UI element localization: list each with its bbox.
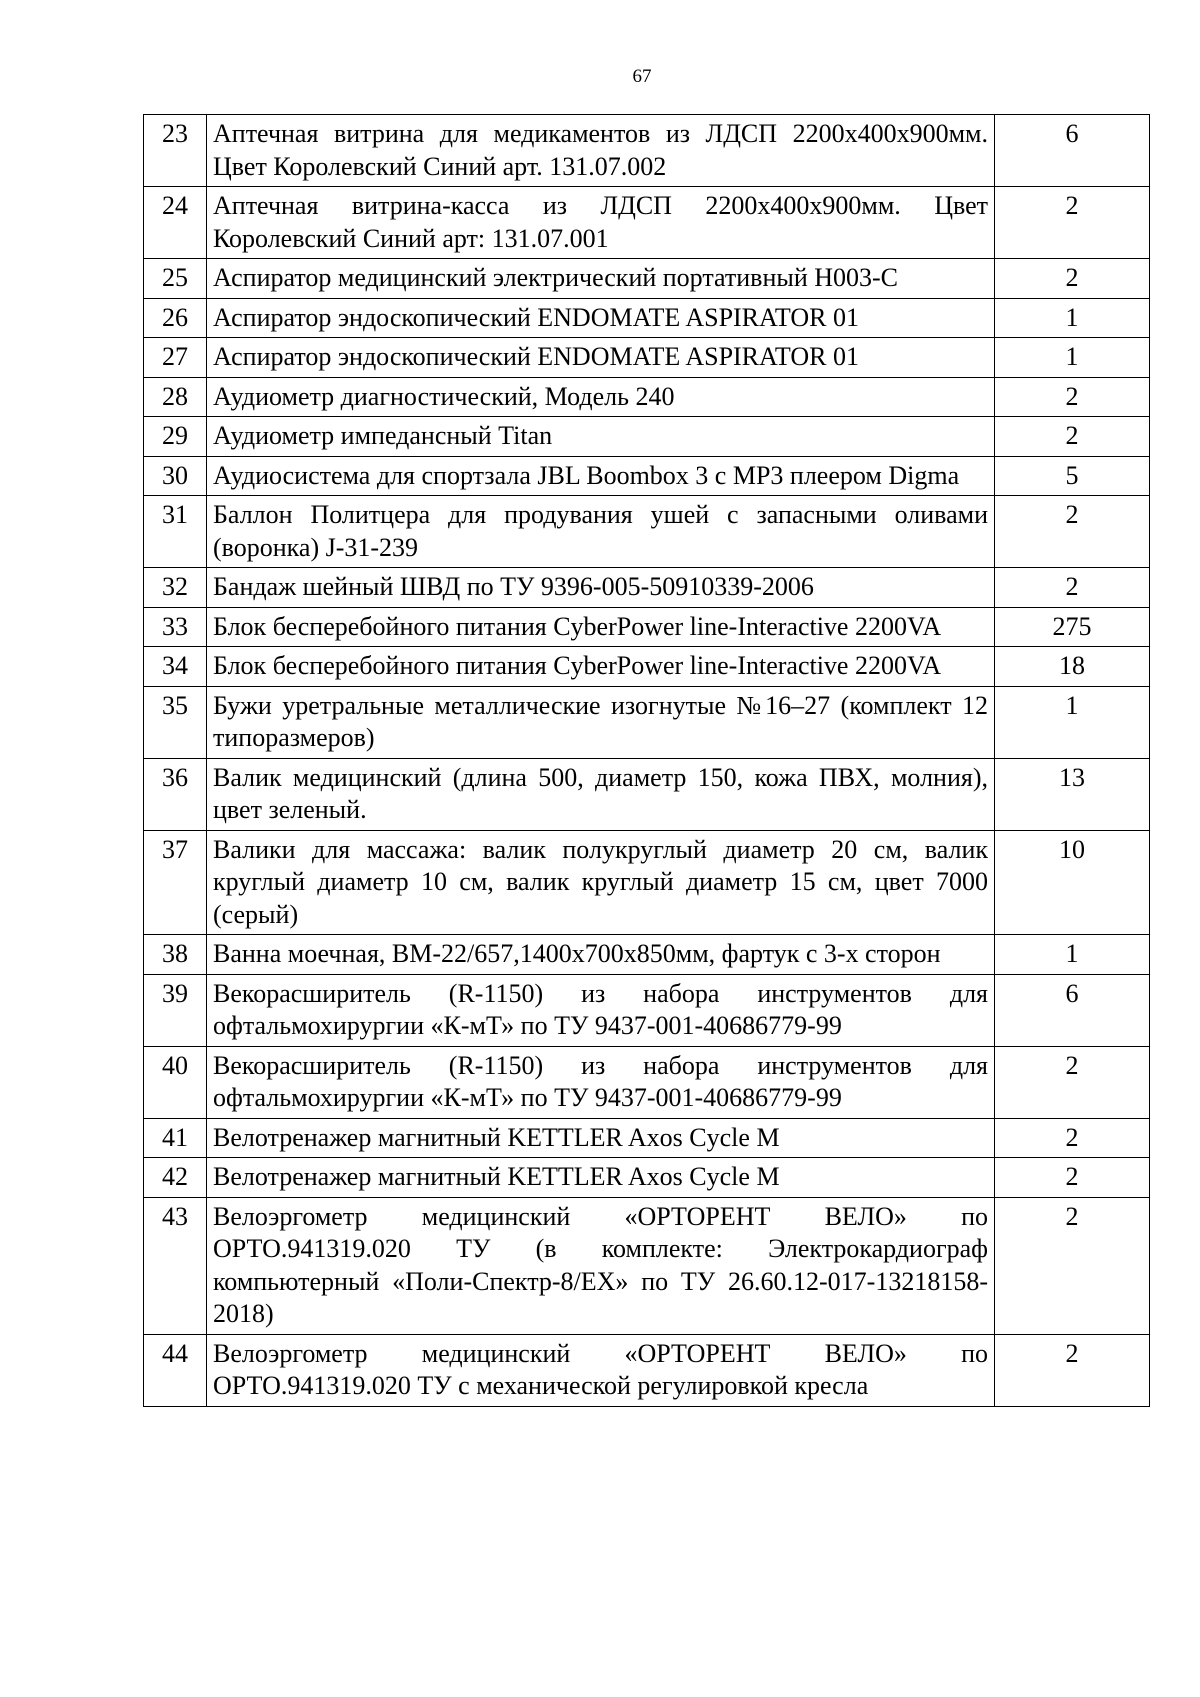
row-number: 32: [144, 568, 207, 608]
table-row: [144, 1158, 1150, 1198]
item-name: Блок бесперебойного питания CyberPower line-Interactive 2200VA: [207, 647, 995, 687]
item-quantity: 2: [995, 1334, 1150, 1406]
table-row: [144, 417, 1150, 457]
item-name: Валики для массажа: валик полукруглый диаметр 20 см, валик круглый диаметр 10 см, валик круглый диаметр 15 см, цвет 7000 (серый): [207, 830, 995, 935]
item-quantity: 2: [995, 1197, 1150, 1334]
item-name: Векорасширитель (R-1150) из набора инструментов для офтальмохирургии «К-мТ» по ТУ 9437-001-40686779-99: [207, 974, 995, 1046]
row-number: 40: [144, 1046, 207, 1118]
item-quantity: 2: [995, 568, 1150, 608]
table-row: [144, 758, 1150, 830]
row-number: 36: [144, 758, 207, 830]
item-quantity: 6: [995, 115, 1150, 187]
item-name: Валик медицинский (длина 500, диаметр 150, кожа ПВХ, молния), цвет зеленый.: [207, 758, 995, 830]
item-name: Аспиратор эндоскопический ENDOMATE ASPIRATOR 01: [207, 298, 995, 338]
row-number: 26: [144, 298, 207, 338]
item-quantity: 2: [995, 377, 1150, 417]
row-number: 25: [144, 259, 207, 299]
item-quantity: 10: [995, 830, 1150, 935]
row-number: 37: [144, 830, 207, 935]
table-row: [144, 298, 1150, 338]
table-row: [144, 1197, 1150, 1334]
item-quantity: 2: [995, 1118, 1150, 1158]
item-name: Велоэргометр медицинский «ОРТОРЕНТ ВЕЛО» по ОРТО.941319.020 ТУ (в комплекте: Электрокардиограф компьютерный «Поли-Спектр-8/ЕХ» по ТУ 26.60.12-017-13218158-2018): [207, 1197, 995, 1334]
item-quantity: 2: [995, 417, 1150, 457]
row-number: 41: [144, 1118, 207, 1158]
item-quantity: 275: [995, 607, 1150, 647]
item-name: Бужи уретральные металлические изогнутые №16–27 (комплект 12 типоразмеров): [207, 686, 995, 758]
row-number: 44: [144, 1334, 207, 1406]
row-number: 28: [144, 377, 207, 417]
row-number: 39: [144, 974, 207, 1046]
table-row: [144, 607, 1150, 647]
row-number: 24: [144, 187, 207, 259]
row-number: 23: [144, 115, 207, 187]
item-name: Баллон Политцера для продувания ушей с запасными оливами (воронка) J-31-239: [207, 496, 995, 568]
table-row: [144, 647, 1150, 687]
item-quantity: 2: [995, 496, 1150, 568]
item-name: Аудиометр диагностический, Модель 240: [207, 377, 995, 417]
table-row: [144, 1334, 1150, 1406]
item-quantity: 5: [995, 456, 1150, 496]
table-row: [144, 115, 1150, 187]
item-quantity: 2: [995, 1046, 1150, 1118]
table-row: [144, 377, 1150, 417]
item-name: Аспиратор медицинский электрический портативный Н003-С: [207, 259, 995, 299]
table-row: [144, 830, 1150, 935]
row-number: 42: [144, 1158, 207, 1198]
item-name: Аудиосистема для спортзала JBL Boombox 3 с MP3 плеером Digma: [207, 456, 995, 496]
table-row: [144, 456, 1150, 496]
table-row: [144, 496, 1150, 568]
item-name: Аптечная витрина для медикаментов из ЛДСП 2200х400х900мм. Цвет Королевский Синий арт. 131.07.002: [207, 115, 995, 187]
table-row: [144, 338, 1150, 378]
table-row: [144, 259, 1150, 299]
item-name: Блок бесперебойного питания CyberPower line-Interactive 2200VA: [207, 607, 995, 647]
table-row: [144, 974, 1150, 1046]
item-name: Векорасширитель (R-1150) из набора инструментов для офтальмохирургии «К-мТ» по ТУ 9437-001-40686779-99: [207, 1046, 995, 1118]
equipment-table: [143, 114, 1150, 1407]
row-number: 33: [144, 607, 207, 647]
item-name: Велотренажер магнитный KETTLER Axos Cycle M: [207, 1158, 995, 1198]
page-number: 67: [632, 66, 652, 87]
item-quantity: 2: [995, 259, 1150, 299]
item-name: Ванна моечная, ВМ-22/657,1400х700х850мм, фартук с 3-х сторон: [207, 935, 995, 975]
item-quantity: 1: [995, 298, 1150, 338]
row-number: 38: [144, 935, 207, 975]
item-quantity: 2: [995, 187, 1150, 259]
table-row: [144, 568, 1150, 608]
item-quantity: 18: [995, 647, 1150, 687]
table-row: [144, 1118, 1150, 1158]
row-number: 30: [144, 456, 207, 496]
table-row: [144, 935, 1150, 975]
table-body: [144, 115, 1150, 1407]
item-name: Бандаж шейный ШВД по ТУ 9396-005-50910339-2006: [207, 568, 995, 608]
item-quantity: 1: [995, 935, 1150, 975]
item-name: Аудиометр импедансный Titan: [207, 417, 995, 457]
table-row: [144, 1046, 1150, 1118]
row-number: 31: [144, 496, 207, 568]
item-name: Аптечная витрина-касса из ЛДСП 2200х400х900мм. Цвет Королевский Синий арт: 131.07.001: [207, 187, 995, 259]
item-name: Велотренажер магнитный KETTLER Axos Cycle M: [207, 1118, 995, 1158]
table-row: [144, 686, 1150, 758]
item-quantity: 1: [995, 686, 1150, 758]
row-number: 43: [144, 1197, 207, 1334]
item-name: Аспиратор эндоскопический ENDOMATE ASPIRATOR 01: [207, 338, 995, 378]
item-quantity: 13: [995, 758, 1150, 830]
item-quantity: 1: [995, 338, 1150, 378]
item-quantity: 2: [995, 1158, 1150, 1198]
table-row: [144, 187, 1150, 259]
row-number: 29: [144, 417, 207, 457]
item-quantity: 6: [995, 974, 1150, 1046]
item-name: Велоэргометр медицинский «ОРТОРЕНТ ВЕЛО» по ОРТО.941319.020 ТУ с механической регулировкой кресла: [207, 1334, 995, 1406]
row-number: 35: [144, 686, 207, 758]
row-number: 34: [144, 647, 207, 687]
row-number: 27: [144, 338, 207, 378]
